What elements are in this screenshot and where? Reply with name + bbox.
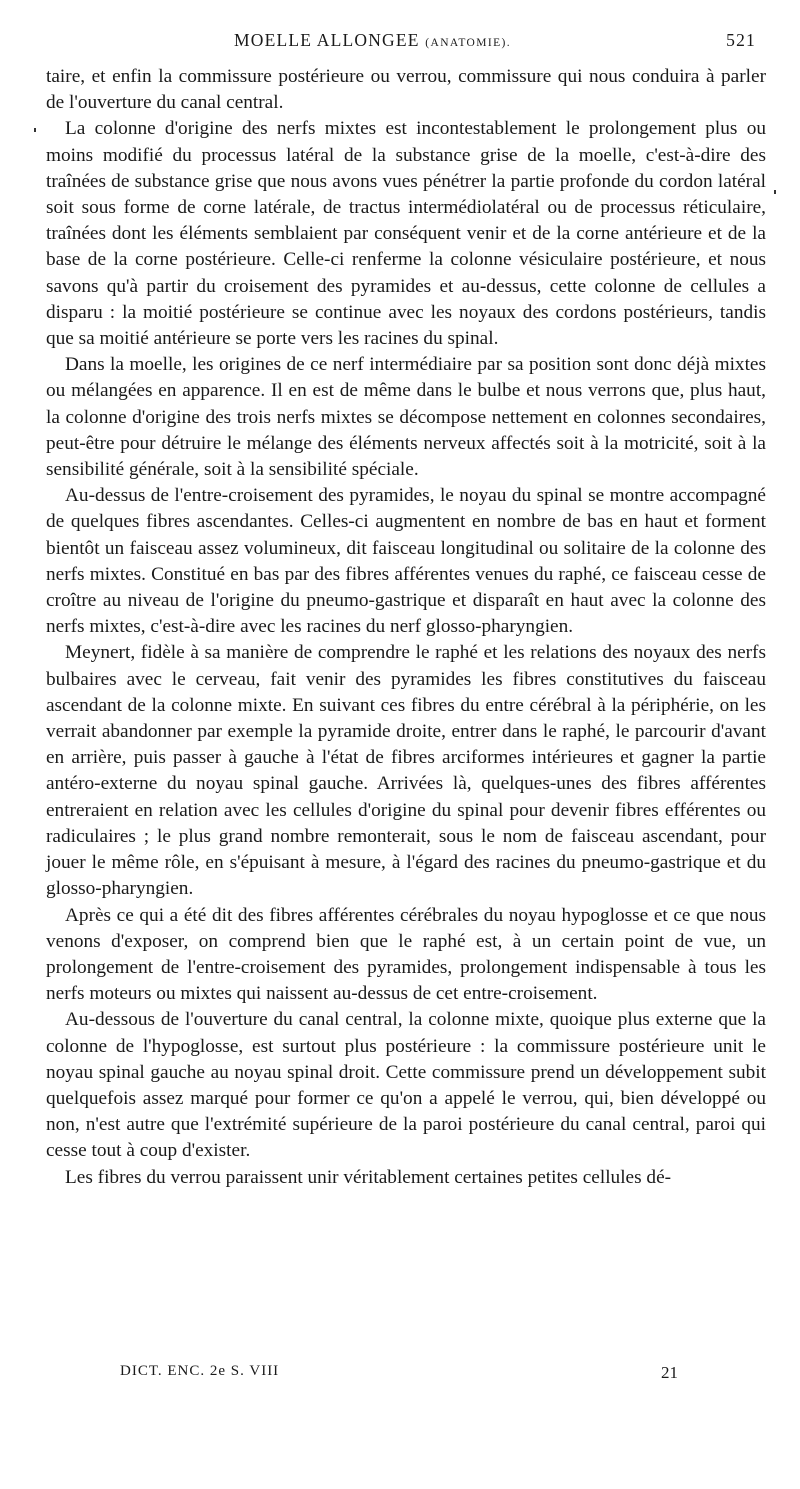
page-number: 521	[726, 30, 756, 50]
paragraph: Au-dessus de l'entre-croisement des pyramides, le noyau du spinal se montre accompagné de quelques fibres ascendantes. Celles-ci augmentent en nombre de bas en haut et forment bientôt un faisceau assez volumineux, dit faisceau longitudinal ou solitaire de la colonne des nerfs mixtes. Constitué en bas par des fibres afférentes venues du raphé, ce faisceau cesse de croître au niveau de l'origine du pneumo-gastrique et disparaît en haut avec la colonne des nerfs mixtes, c'est-à-dire avec les racines du nerf glosso-pharyngien.	[46, 485, 766, 638]
margin-mark	[774, 190, 776, 194]
paragraph: Les fibres du verrou paraissent unir véritablement certaines petites cellules dé-	[65, 1166, 672, 1188]
paragraph: Meynert, fidèle à sa manière de comprendre le raphé et les relations des noyaux des nerfs bulbaires avec le cerveau, fait venir des pyramides les fibres constitutives du faisceau ascendant de la colonne mixte. En suivant ces fibres du entre cérébral à la périphérie, on les verrait abandonner par exemple la pyramide droite, entrer dans le raphé, le parcourir d'avant en arrière, puis passer à gauche à l'état de fibres arciformes intérieures et gagner la partie antéro-externe du noyau spinal gauche. Arrivées là, quelques-unes des fibres afférentes entreraient en relation avec les cellules d'origine du spinal pour devenir fibres efférentes ou radiculaires ; le plus grand nombre remonterait, sous le nom de faisceau ascendant, pour jouer le même rôle, en s'épuisant à mesure, à l'égard des racines du pneumo-gastrique et du glosso-pharyngien.	[46, 642, 766, 900]
paragraph: taire, et enfin la commissure postérieure ou verrou, commissure qui nous conduira à parler de l'ouverture du canal central.	[46, 66, 766, 114]
paragraph: Après ce qui a été dit des fibres afférentes cérébrales du noyau hypoglosse et ce que nous venons d'exposer, on comprend bien que le raphé est, à un certain point de vue, un prolongement de l'entre-croisement des pyramides, prolongement indispensable à tous les nerfs moteurs ou mixtes qui naissent au-dessus de cet entre-croisement.	[46, 904, 766, 1005]
running-header	[46, 30, 766, 58]
margin-mark	[34, 128, 36, 132]
paragraph: La colonne d'origine des nerfs mixtes est incontestablement le prolongement plus ou moins modifié du processus latéral de la substance grise de la moelle, c'est-à-dire des traînées de substance grise que nous avons vues pénétrer la partie profonde du cordon latéral soit sous forme de corne latérale, de tractus intermédiolatéral ou de processus réticulaire, traînées dont les éléments semblaient par conséquent venir et de la corne antérieure et de la base de la corne postérieure. Celle-ci renferme la colonne vésiculaire postérieure, et nous savons qu'à partir du croisement des pyramides et au-dessus, cette colonne de cellules a disparu : la moitié postérieure se continue avec les noyaux des cordons postérieurs, tandis que sa moitié antérieure se porte vers les racines du spinal.	[46, 118, 766, 350]
paragraph: Au-dessous de l'ouverture du canal central, la colonne mixte, quoique plus externe que la colonne de l'hypoglosse, est surtout plus postérieure : la commissure postérieure unit le noyau spinal gauche au noyau spinal droit. Cette commissure prend un développement subit quelquefois assez marqué pour former ce qu'on a appelé le verrou, qui, bien développé ou non, n'est autre que l'extrémité supérieure de la paroi postérieure du canal central, paroi qui cesse tout à coup d'exister.	[46, 1009, 766, 1162]
article-body	[46, 64, 766, 1191]
printer-signature: DICT. ENC. 2e S. VIII	[120, 1363, 280, 1379]
page-footer	[120, 1363, 700, 1387]
section-label: (ANATOMIE).	[425, 37, 512, 49]
sheet-number: 21	[661, 1363, 678, 1382]
running-title-text: MOELLE ALLONGEE	[234, 30, 420, 50]
running-title	[234, 30, 511, 51]
paragraph: Dans la moelle, les origines de ce nerf intermédiaire par sa position sont donc déjà mixtes ou mélangées en apparence. Il en est de même dans le bulbe et nous verrons que, plus haut, la colonne d'origine des trois nerfs mixtes se décompose nettement en colonnes secondaires, peut-être pour détruire le mélange des éléments nerveux affectés soit à la motricité, soit à la sensibilité générale, soit à la sensibilité spéciale.	[46, 354, 766, 481]
